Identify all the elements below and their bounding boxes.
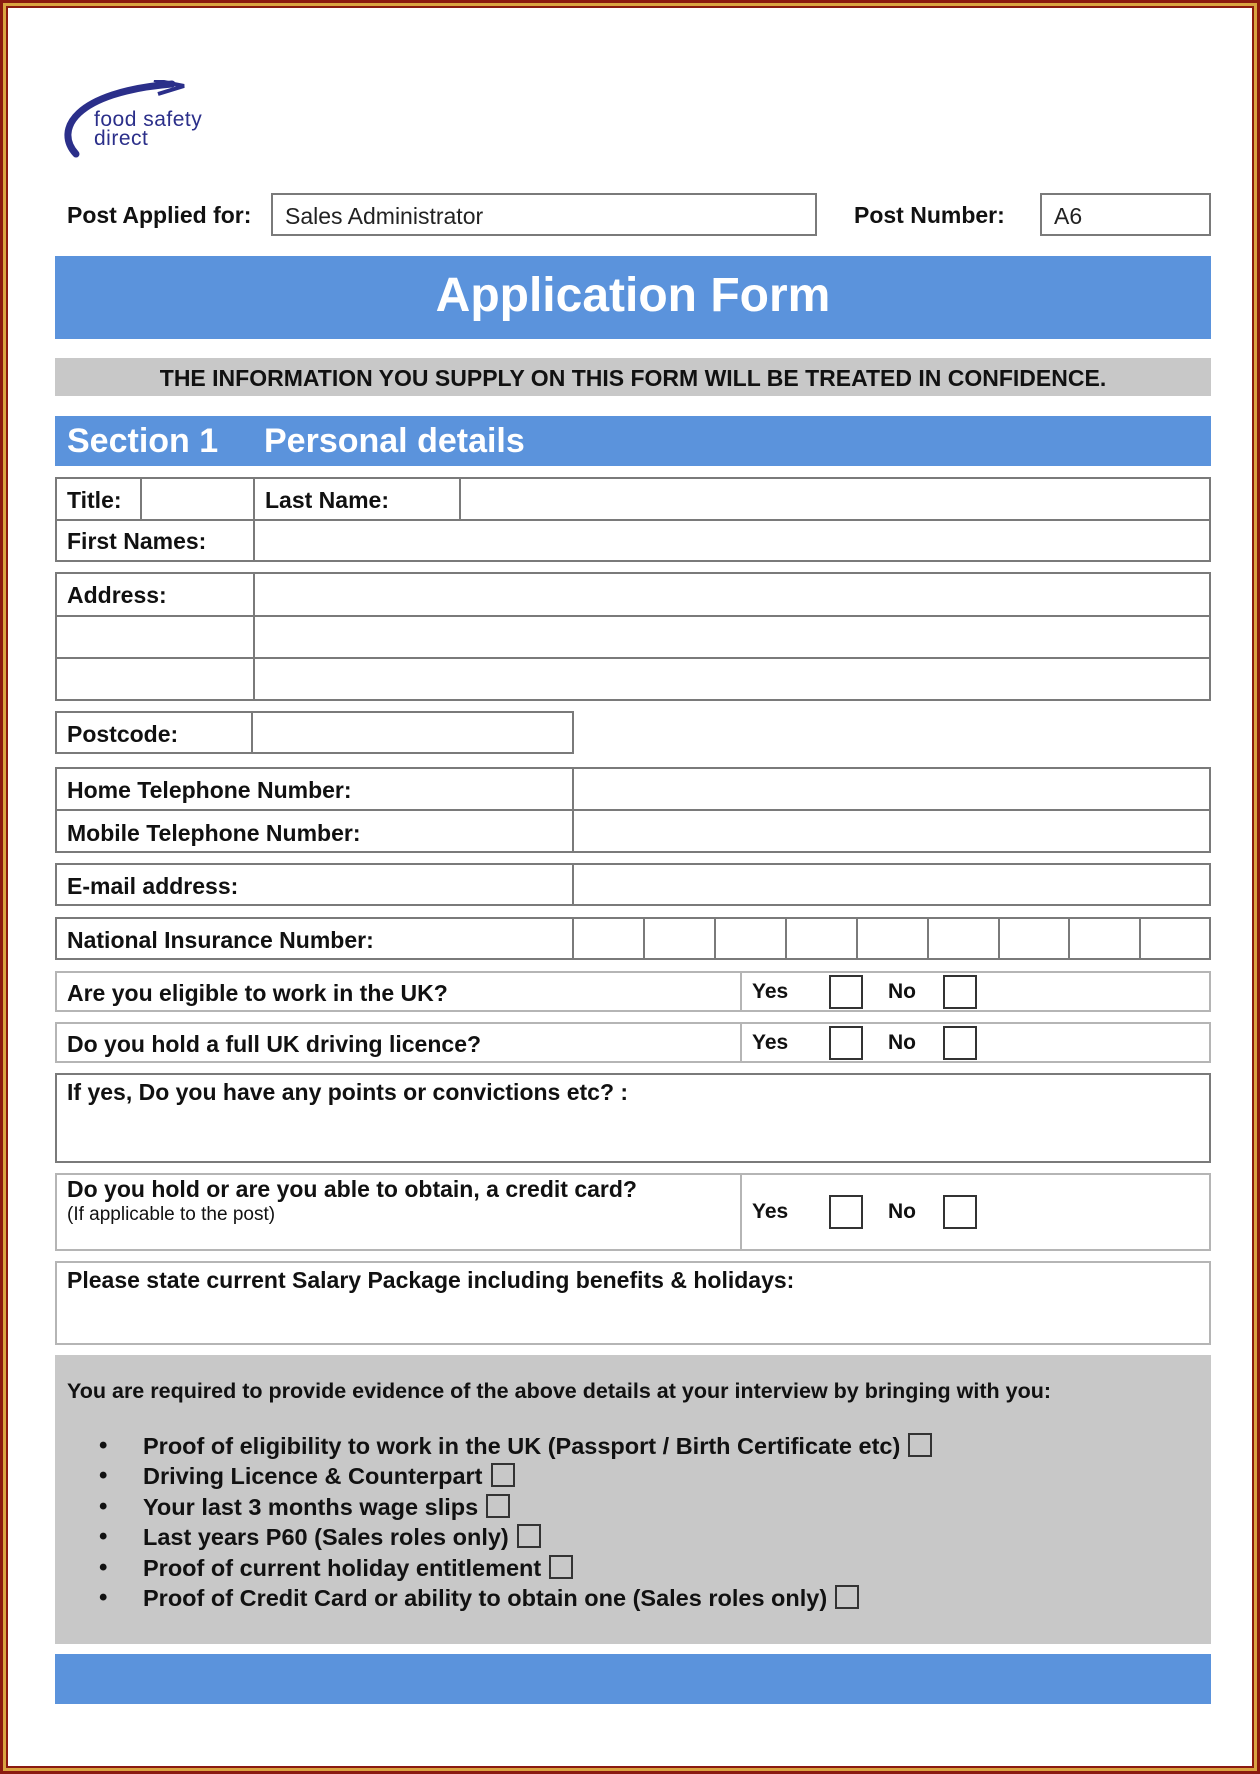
evidence-item-label: Proof of Credit Card or ability to obtain one (Sales roles only) (143, 1584, 828, 1611)
ni-char-input[interactable] (929, 919, 998, 958)
credit-card-yes-checkbox[interactable] (829, 1195, 863, 1229)
ni-char-input[interactable] (716, 919, 785, 958)
logo-text-line1: food safety (94, 108, 203, 131)
credit-card-no-label: No (888, 1200, 916, 1223)
confidential-notice: THE INFORMATION YOU SUPPLY ON THIS FORM WILL BE TREATED IN CONFIDENCE. (159, 365, 1107, 391)
evidence-item-label: Driving Licence & Counterpart (143, 1463, 483, 1490)
evidence-item (55, 1431, 932, 1461)
evidence-checkbox[interactable] (835, 1585, 859, 1609)
post-number-label: Post Number: (854, 202, 1005, 228)
evidence-item-label: Proof of current holiday entitlement (143, 1554, 542, 1581)
evidence-checkbox[interactable] (491, 1463, 515, 1487)
postcode-input[interactable] (253, 713, 572, 752)
confidential-notice-bar (55, 358, 1211, 396)
first-names-label: First Names: (67, 528, 207, 554)
evidence-item (55, 1583, 932, 1613)
ni-char-input[interactable] (787, 919, 856, 958)
post-applied-value: Sales Administrator (285, 203, 484, 229)
title-input[interactable] (142, 479, 252, 519)
mobile-telephone-input[interactable] (574, 811, 1209, 851)
section1-header (55, 416, 1211, 466)
evidence-checkbox[interactable] (517, 1524, 541, 1548)
email-input[interactable] (574, 865, 1209, 904)
licence-no-checkbox[interactable] (943, 1026, 977, 1060)
evidence-list (55, 1431, 932, 1613)
salary-field[interactable] (55, 1261, 1211, 1345)
home-telephone-input[interactable] (574, 769, 1209, 808)
evidence-item-label: Proof of eligibility to work in the UK (Passport / Birth Certificate etc) (143, 1433, 901, 1459)
address-line2-input[interactable] (255, 617, 1209, 656)
ni-char-input[interactable] (1141, 919, 1209, 958)
bullet-icon: • (99, 1462, 108, 1490)
post-applied-label: Post Applied for: (67, 202, 252, 228)
evidence-item-label: Last years P60 (Sales roles only) (143, 1524, 509, 1551)
evidence-item (55, 1461, 932, 1491)
points-field[interactable] (55, 1073, 1211, 1163)
eligible-no-checkbox[interactable] (943, 975, 977, 1009)
last-name-input[interactable] (461, 479, 1209, 519)
logo-text-line2: direct (94, 127, 149, 150)
ni-char-input[interactable] (645, 919, 714, 958)
ni-char-input[interactable] (858, 919, 927, 958)
postcode-label: Postcode: (67, 721, 179, 747)
bullet-icon: • (99, 1432, 108, 1459)
evidence-intro: You are required to provide evidence of the above details at your interview by bringing with you: (67, 1379, 1052, 1403)
eligible-no-label: No (888, 980, 916, 1003)
evidence-checkbox[interactable] (486, 1494, 510, 1518)
bullet-icon: • (99, 1553, 108, 1581)
credit-card-note: (If applicable to the post) (67, 1204, 276, 1225)
page-title: Application Form (435, 269, 831, 322)
address-line3-input[interactable] (255, 659, 1209, 699)
footer-bar (55, 1654, 1211, 1704)
points-question: If yes, Do you have any points or convictions etc? : (67, 1079, 629, 1105)
evidence-item-label: Your last 3 months wage slips (143, 1493, 479, 1520)
section1-title: Personal details (264, 422, 525, 460)
evidence-item (55, 1522, 932, 1552)
licence-question: Do you hold a full UK driving licence? (67, 1031, 482, 1057)
email-label: E-mail address: (67, 873, 239, 899)
home-telephone-label: Home Telephone Number: (67, 777, 352, 803)
evidence-panel (55, 1355, 1211, 1644)
licence-yes-label: Yes (752, 1031, 789, 1054)
address-line1-input[interactable] (255, 574, 1209, 614)
ni-char-input[interactable] (1000, 919, 1068, 958)
address-label: Address: (67, 582, 167, 608)
evidence-checkbox[interactable] (549, 1555, 573, 1579)
last-name-label: Last Name: (265, 487, 389, 513)
bullet-icon: • (99, 1492, 108, 1520)
ni-label: National Insurance Number: (67, 927, 374, 953)
company-logo (62, 80, 252, 160)
title-label: Title: (67, 487, 122, 513)
bullet-icon: • (99, 1523, 108, 1551)
evidence-item (55, 1553, 932, 1583)
licence-no-label: No (888, 1031, 916, 1054)
post-applied-field[interactable] (271, 193, 817, 236)
eligible-yes-label: Yes (752, 980, 789, 1003)
ni-char-input[interactable] (1070, 919, 1139, 958)
salary-question: Please state current Salary Package including benefits & holidays: (67, 1267, 795, 1293)
credit-card-question: Do you hold or are you able to obtain, a credit card? (67, 1176, 637, 1202)
post-number-value: A6 (1054, 203, 1083, 229)
evidence-item (55, 1492, 932, 1522)
bullet-icon: • (99, 1583, 108, 1611)
eligible-yes-checkbox[interactable] (829, 975, 863, 1009)
title-banner (55, 256, 1211, 339)
licence-yes-checkbox[interactable] (829, 1026, 863, 1060)
first-names-input[interactable] (255, 521, 1209, 561)
ni-char-input[interactable] (574, 919, 643, 958)
evidence-checkbox[interactable] (908, 1433, 932, 1457)
eligible-question: Are you eligible to work in the UK? (67, 980, 448, 1006)
mobile-telephone-label: Mobile Telephone Number: (67, 820, 361, 846)
section1-number: Section 1 (67, 422, 219, 460)
credit-card-no-checkbox[interactable] (943, 1195, 977, 1229)
credit-card-yes-label: Yes (752, 1200, 789, 1223)
post-number-field[interactable] (1040, 193, 1211, 236)
